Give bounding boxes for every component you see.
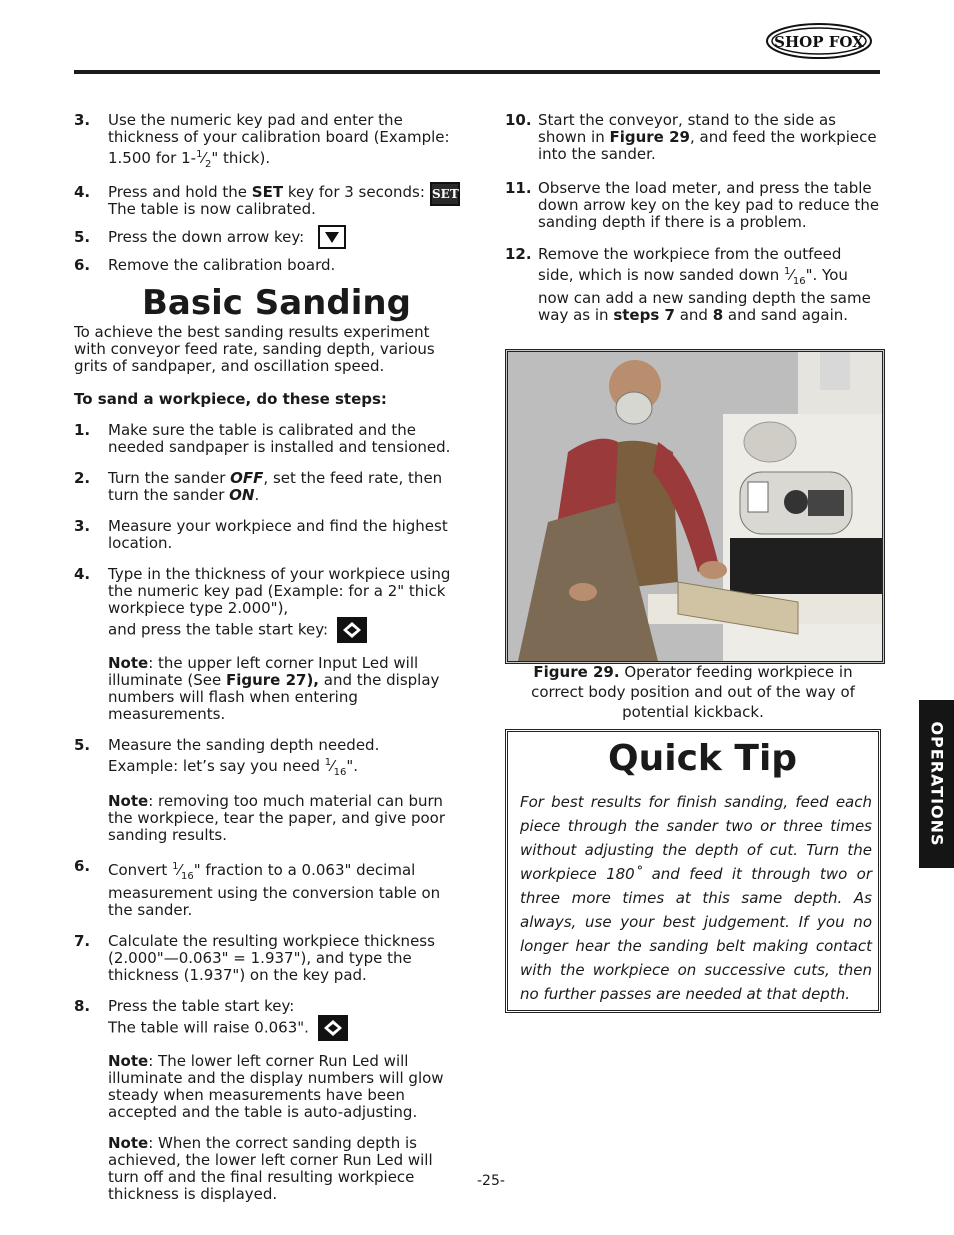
step-4: 4. Type in the thickness of your workpiece using the numeric key pad (Example: for a 2" thick workpiece type 2.000"), and press the table start key: bbox=[74, 566, 466, 643]
quick-tip-box bbox=[505, 729, 881, 1013]
step-6: 6. Convert $^1⁄_{16}$" fraction to a 0.063" decimal measurement using the conversion table on the sander. bbox=[74, 857, 441, 919]
right-column bbox=[505, 112, 881, 324]
table-start-key-icon bbox=[337, 617, 367, 643]
step-8: 8. Press the table start key: The table will raise 0.063". bbox=[74, 998, 466, 1041]
figure-29-photo bbox=[505, 349, 885, 664]
step-2: 2. Turn the sander OFF, set the feed rate, then turn the sander ON. bbox=[74, 469, 443, 504]
note-step-4: Note: the upper left corner Input Led will illuminate (See Figure 27), and the display numbers will flash when entering measurements. bbox=[108, 654, 440, 723]
operations-tab-label: OPERATIONS bbox=[927, 721, 946, 847]
step-5: 5. Measure the sanding depth needed. Example: let’s say you need $^1⁄_{16}$". bbox=[74, 736, 380, 778]
step-3-calibration: 3. Use the numeric key pad and enter the thickness of your calibration board (Example: 1.500 for $1-^1⁄_2$" thick). bbox=[74, 111, 450, 170]
step-10: 10. Start the conveyor, stand to the side as shown in Figure 29, and feed the workpiece into the sander. bbox=[505, 111, 877, 163]
basic-sanding-heading: Basic Sanding bbox=[142, 283, 411, 323]
down-arrow-key-icon bbox=[318, 225, 346, 249]
step-5-down-arrow: 5. Press the down arrow key: bbox=[74, 229, 466, 246]
step-12: 12. Remove the workpiece from the outfeed side, which is now sanded down $^1⁄_{16}$". You now can add a new sanding depth the same way as in steps 7 and 8 and sand again. bbox=[505, 245, 871, 324]
quick-tip-text: For best results for finish sanding, feed each piece through the sander two or three times without adjusting the depth of cut. Turn the workpiece 180˚ and feed it through two or three more times at this same depth. As always, use your best judgement. If you no longer hear the sanding belt making contact with the workpiece on successive cuts, then no further passes are needed at that depth. bbox=[520, 793, 872, 1003]
left-column bbox=[74, 112, 466, 1203]
step-1: 1. Make sure the table is calibrated and the needed sandpaper is installed and tensioned. bbox=[74, 421, 451, 456]
header-rule bbox=[74, 70, 880, 74]
note-step-8b: Note: When the correct sanding depth is achieved, the lower left corner Run Led will turn off and the final resulting workpiece thickness is displayed. bbox=[108, 1134, 433, 1203]
operations-side-tab bbox=[919, 700, 954, 868]
step-7: 7. Calculate the resulting workpiece thickness (2.000"—0.063" = 1.937"), and type the thickness (1.937") on the key pad. bbox=[74, 932, 435, 984]
note-step-8a: Note: The lower left corner Run Led will illuminate and the display numbers will glow steady when measurements have been accepted and the table is auto-adjusting. bbox=[108, 1052, 444, 1121]
note-step-5: Note: removing too much material can burn the workpiece, tear the paper, and give poor sanding results. bbox=[108, 792, 445, 844]
step-6-remove: 6. Remove the calibration board. bbox=[74, 256, 336, 274]
set-key-icon: SET bbox=[430, 182, 460, 206]
step-11: 11. Observe the load meter, and press the table down arrow key on the key pad to reduce the sanding depth if there is a problem. bbox=[505, 179, 880, 231]
page-number: -25- bbox=[477, 1173, 505, 1189]
figure-29-caption: Figure 29. Operator feeding workpiece in correct body position and out of the way of potential kickback. bbox=[531, 663, 855, 721]
steps-subheading: To sand a workpiece, do these steps: bbox=[74, 390, 387, 408]
intro-paragraph: To achieve the best sanding results experiment with conveyor feed rate, sanding depth, various grits of sandpaper, and oscillation speed. bbox=[74, 323, 435, 375]
step-3: 3. Measure your workpiece and find the highest location. bbox=[74, 517, 448, 552]
operator-sander-illustration bbox=[508, 352, 882, 661]
quick-tip-title: Quick Tip bbox=[608, 738, 798, 779]
shop-fox-logo bbox=[766, 22, 872, 60]
table-start-key-icon-2 bbox=[318, 1015, 348, 1041]
logo-text: SHOP FOX bbox=[774, 33, 864, 51]
step-4-set: 4. Press and hold the SET key for 3 seconds: SET The table is now calibrated. bbox=[74, 183, 459, 218]
